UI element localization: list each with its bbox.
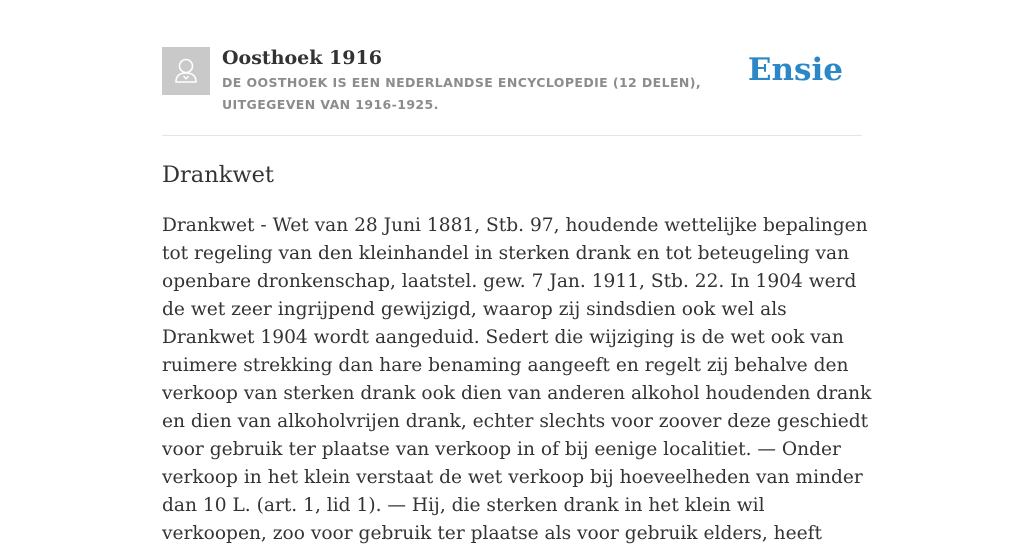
source-title-link[interactable]: Oosthoek 1916 (222, 47, 382, 69)
article-body: Drankwet - Wet van 28 Juni 1881, Stb. 97, houdende wettelijke bepalingen tot regeling van den kleinhandel in sterken drank en tot beteugeling van openbare dronkenschap, laatstel. gew. 7 Jan. 1911, Stb. 22. In 1904 werd de wet zeer ingrijpend gewijzigd, waarop zij sindsdien ook wel als Drankwet 1904 wordt aangeduid. Sedert die wijziging is de wet ook van ruimere strekking dan hare benaming aangeeft en regelt zij behalve den verkoop van sterken drank ook dien van anderen alkohol houdenden drank en dien van alkoholvrijen drank, echter slechts voor zoover deze geschiedt voor gebruik ter plaatse van verkoop in of bij eenige localitiet. — Onder verkoop in het klein verstaat de wet verkoop bij hoeveelheden van minder dan 10 L. (art. 1, lid 1). — Hij, die sterken drank in het klein wil verkoopen, zoo voor gebruik ter plaatse als voor gebruik elders, heeft (162, 215, 872, 544)
page-title: Drankwet (162, 162, 274, 188)
user-icon (162, 47, 210, 95)
page-container (162, 0, 872, 544)
ensie-logo[interactable]: Ensie (747, 52, 843, 88)
source-description: DE OOSTHOEK IS EEN NEDERLANDSE ENCYCLOPEDIE (12 DELEN), UITGEGEVEN VAN 1916-1925. (222, 75, 702, 112)
avatar[interactable] (162, 47, 210, 95)
source-header (162, 0, 862, 136)
